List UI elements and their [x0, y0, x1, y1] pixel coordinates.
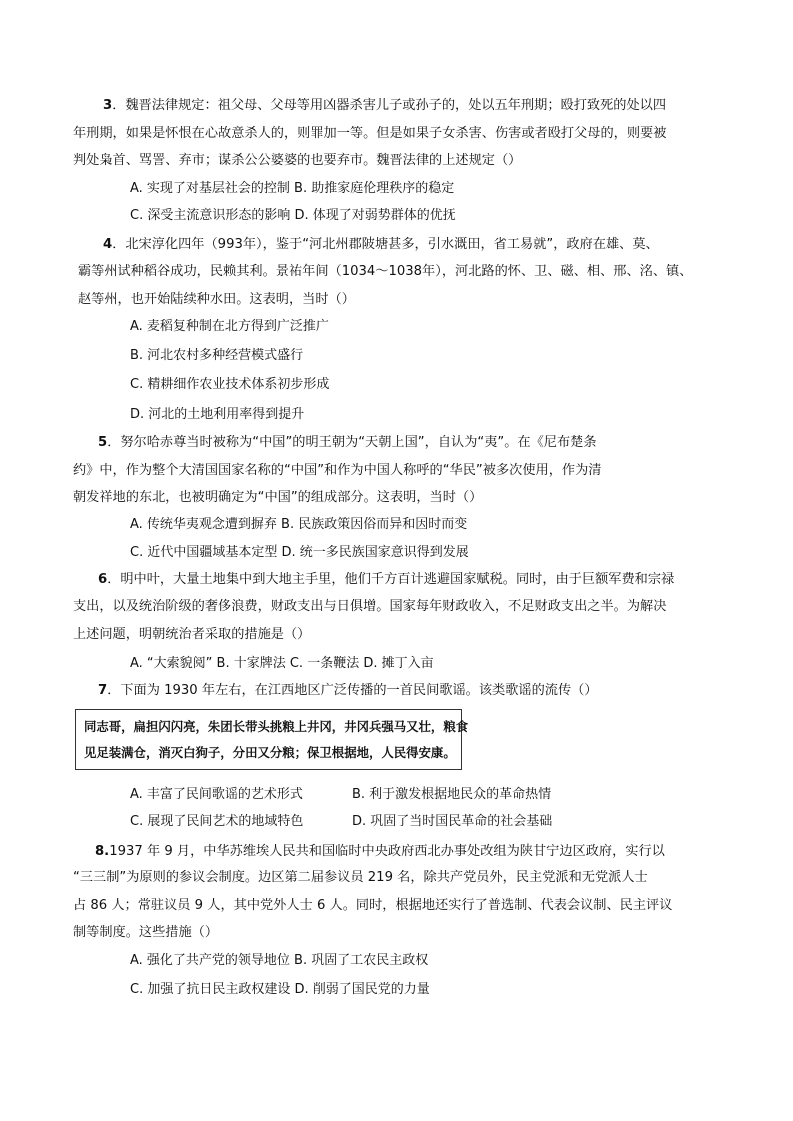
question-6-line-2: 支出，以及统治阶级的奢侈浪费，财政支出与日俱增。国家每年财政收入，不足财政支出之半。为解决 — [73, 599, 667, 614]
question-number: 8. — [95, 844, 110, 859]
question-text: 1937 年 9 月，中华苏维埃人民共和国临时中央政府西北办事处改组为陕甘宁边区政府，实行以 — [109, 844, 665, 859]
question-8-line-4: 制等制度。这些措施（） — [73, 925, 219, 940]
question-6-line-3: 上述问题，明朝统治者采取的措施是（） — [73, 627, 311, 642]
question-text: ．努尔哈赤尊当时被称为“中国”的明王朝为“天朝上国”，自认为“夷”。在《尼布楚条 — [107, 435, 597, 450]
question-3-line-3: 判处枭首、骂詈、弃市；谋杀公公婆婆的也要弃市。魏晋法律的上述规定（） — [73, 153, 522, 168]
question-7-option-c[interactable]: C. 展现了民间艺术的地域特色 — [130, 814, 304, 829]
question-4-line-3: 赵等州，也开始陆续种水田。这表明，当时（） — [78, 292, 355, 307]
question-number: 3 — [103, 98, 113, 113]
question-8-options-ab[interactable]: A. 强化了共产党的领导地位 B. 巩固了工农民主政权 — [130, 953, 429, 968]
ballad-line-1: 同志哥，扁担闪闪亮，朱团长带头挑粮上井冈，井冈兵强马又壮，粮食 — [84, 719, 469, 734]
question-8-line-3: 占 86 人；常驻议员 9 人，其中党外人士 6 人。同时，根据地还实行了普选制、代表会议制、民主评议 — [73, 898, 673, 913]
question-number: 7 — [98, 683, 108, 698]
question-4-line-1 — [103, 236, 659, 254]
question-text: ．魏晋法律规定：祖父母、父母等用凶器杀害儿子或孙子的，处以五年刑期；殴打致死的处以四 — [112, 98, 667, 113]
question-number: 4 — [103, 237, 113, 252]
question-6-options[interactable]: A. “大索貌阅” B. 十家牌法 C. 一条鞭法 D. 摊丁入亩 — [130, 656, 434, 671]
question-4-option-c[interactable]: C. 精耕细作农业技术体系初步形成 — [130, 377, 330, 392]
question-7-option-d[interactable]: D. 巩固了当时国民革命的社会基础 — [352, 814, 553, 829]
question-5-options-ab[interactable]: A. 传统华夷观念遭到摒弃 B. 民族政策因俗而异和因时而变 — [130, 517, 468, 532]
question-7-option-a[interactable]: A. 丰富了民间歌谣的艺术形式 — [130, 787, 303, 802]
question-3-line-2: 年刑期，如果是怀恨在心故意杀人的，则罪加一等。但是如果子女杀害、伤害或者殴打父母的，则要被 — [73, 126, 667, 141]
question-number: 6 — [98, 572, 108, 587]
question-4-option-d[interactable]: D. 河北的土地利用率得到提升 — [130, 407, 305, 422]
question-4-option-a[interactable]: A. 麦稻复种制在北方得到广泛推广 — [130, 319, 329, 334]
question-8-options-cd[interactable]: C. 加强了抗日民主政权建设 D. 削弱了国民党的力量 — [130, 982, 430, 997]
question-4-option-b[interactable]: B. 河北农村多种经营模式盛行 — [130, 348, 304, 363]
question-5-line-1 — [98, 434, 597, 452]
question-8-line-2: “三三制”为原则的参议会制度。边区第二届参议员 219 名，除共产党员外，民主党派和无党派人士 — [73, 870, 648, 885]
folk-ballad-box — [75, 709, 469, 770]
question-8-line-1 — [95, 843, 665, 861]
question-4-line-2: 霸等州试种稻谷成功，民赖其利。景祐年间（1034～1038年），河北路的怀、卫、磁、相、邢、洺、镇、 — [78, 264, 693, 279]
question-3-options-cd[interactable]: C. 深受主流意识形态的影响 D. 体现了对弱势群体的优抚 — [130, 208, 456, 223]
ballad-line-2: 见足装满仓，消灭白狗子，分田又分粮；保卫根据地，人民得安康。 — [84, 745, 456, 760]
question-5-line-2: 约》中，作为整个大清国国家名称的“中国”和作为中国人称呼的“华民”被多次使用，作为清 — [73, 463, 602, 478]
question-5-options-cd[interactable]: C. 近代中国疆域基本定型 D. 统一多民族国家意识得到发展 — [130, 545, 469, 560]
question-3-line-1 — [103, 97, 666, 115]
question-text: ．北宋淳化四年（993年），鉴于“河北州郡陂塘甚多，引水溉田，省工易就”，政府在雄、莫、 — [112, 237, 659, 252]
question-7-line-1 — [98, 682, 598, 700]
question-number: 5 — [98, 435, 108, 450]
question-7-option-b[interactable]: B. 利于激发根据地民众的革命热情 — [352, 787, 552, 802]
question-text: ．明中叶，大量土地集中到大地主手里，他们千方百计逃避国家赋税。同时，由于巨额军费和宗禄 — [107, 572, 675, 587]
question-5-line-3: 朝发祥地的东北，也被明确定为“中国”的组成部分。这表明，当时（） — [73, 490, 483, 505]
question-6-line-1 — [98, 571, 674, 589]
question-text: ．下面为 1930 年左右，在江西地区广泛传播的一首民间歌谣。该类歌谣的流传（） — [107, 683, 598, 698]
question-3-options-ab[interactable]: A. 实现了对基层社会的控制 B. 助推家庭伦理秩序的稳定 — [130, 181, 455, 196]
